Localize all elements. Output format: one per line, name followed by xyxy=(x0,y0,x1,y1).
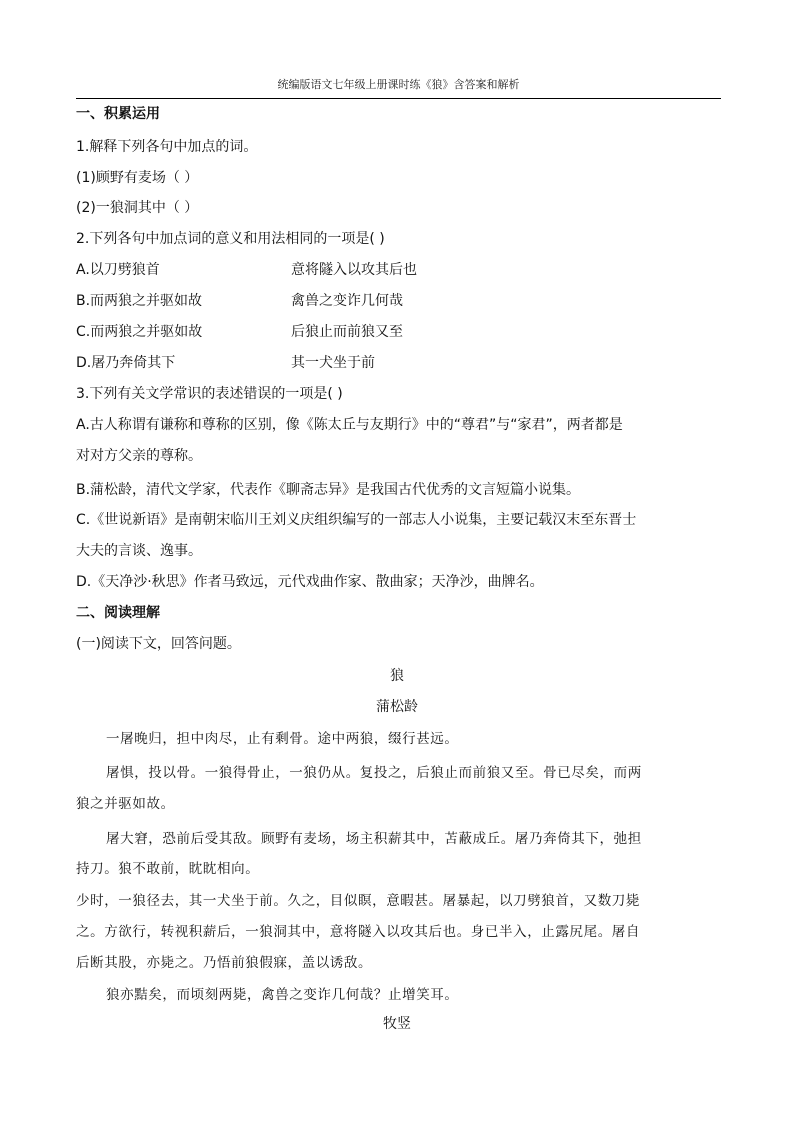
q1-item-1: (1)顾野有麦场（ ） xyxy=(76,170,199,186)
passage-line-2: 屠惧，投以骨。一狼得骨止，一狼仍从。复投之，后狼止而前狼又至。骨已尽矣，而两 xyxy=(106,765,642,781)
passage-line-3: 狼之并驱如故。 xyxy=(76,796,175,812)
next-passage-title: 牧竖 xyxy=(383,1016,411,1032)
passage-line-5: 持刀。狼不敢前，眈眈相向。 xyxy=(76,861,260,877)
q2-option-b-right: 禽兽之变诈几何哉 xyxy=(291,293,403,309)
passage-line-7: 之。方欲行，转视积薪后，一狼洞其中，意将隧入以攻其后也。身已半入，止露尻尾。屠自 xyxy=(76,924,640,940)
passage-line-9: 狼亦黠矣，而顷刻两毙，禽兽之变诈几何哉？止增笑耳。 xyxy=(106,987,459,1003)
q3-line-6: D.《天净沙·秋思》作者马致远，元代戏曲作家、散曲家；天净沙，曲牌名。 xyxy=(76,574,544,590)
passage-line-8: 后断其股，亦毙之。乃悟前狼假寐，盖以诱敌。 xyxy=(76,955,373,971)
q3-line-2: 对对方父亲的尊称。 xyxy=(76,448,202,464)
section1-heading: 一、积累运用 xyxy=(76,106,160,122)
q2-option-a-right: 意将隧入以攻其后也 xyxy=(291,262,417,278)
section2-heading: 二、阅读理解 xyxy=(76,605,160,621)
q2-option-c-left: C.而两狼之并驱如故 xyxy=(76,324,203,340)
q2-stem: 2.下列各句中加点词的意义和用法相同的一项是( ) xyxy=(76,231,385,247)
q2-option-b-left: B.而两狼之并驱如故 xyxy=(76,293,203,309)
q3-stem: 3.下列有关文学常识的表述错误的一项是( ) xyxy=(76,386,343,402)
q1-stem: 1.解释下列各句中加点的词。 xyxy=(76,139,258,155)
reading-intro: (一)阅读下文，回答问题。 xyxy=(76,636,241,652)
passage-line-4: 屠大窘，恐前后受其敌。顾野有麦场，场主积薪其中，苫蔽成丘。屠乃奔倚其下，弛担 xyxy=(106,831,642,847)
passage-title: 狼 xyxy=(390,668,404,684)
q2-option-d-right: 其一犬坐于前 xyxy=(291,355,375,371)
q3-line-1: A.古人称谓有谦称和尊称的区别，像《陈太丘与友期行》中的“尊君”与“家君”，两者都是 xyxy=(76,417,623,433)
q2-option-a-left: A.以刀劈狼首 xyxy=(76,262,160,278)
q1-item-2: (2)一狼洞其中（ ） xyxy=(76,200,199,216)
q2-option-c-right: 后狼止而前狼又至 xyxy=(291,324,403,340)
q2-option-d-left: D.屠乃奔倚其下 xyxy=(76,355,176,371)
q3-line-5: 大夫的言谈、逸事。 xyxy=(76,543,202,559)
q3-line-4: C.《世说新语》是南朝宋临川王刘义庆组织编写的一部志人小说集，主要记载汉末至东晋士 xyxy=(76,512,637,528)
q3-line-3: B.蒲松龄，清代文学家，代表作《聊斋志异》是我国古代优秀的文言短篇小说集。 xyxy=(76,482,581,498)
passage-line-1: 一屠晚归，担中肉尽，止有剩骨。途中两狼，缀行甚远。 xyxy=(106,731,459,747)
passage-author: 蒲松龄 xyxy=(376,699,418,715)
passage-line-6: 少时，一狼径去，其一犬坐于前。久之，目似瞑，意暇甚。屠暴起，以刀劈狼首，又数刀毙 xyxy=(76,893,640,909)
page-header: 统编版语文七年级上册课时练《狼》含答案和解析 xyxy=(76,78,721,99)
